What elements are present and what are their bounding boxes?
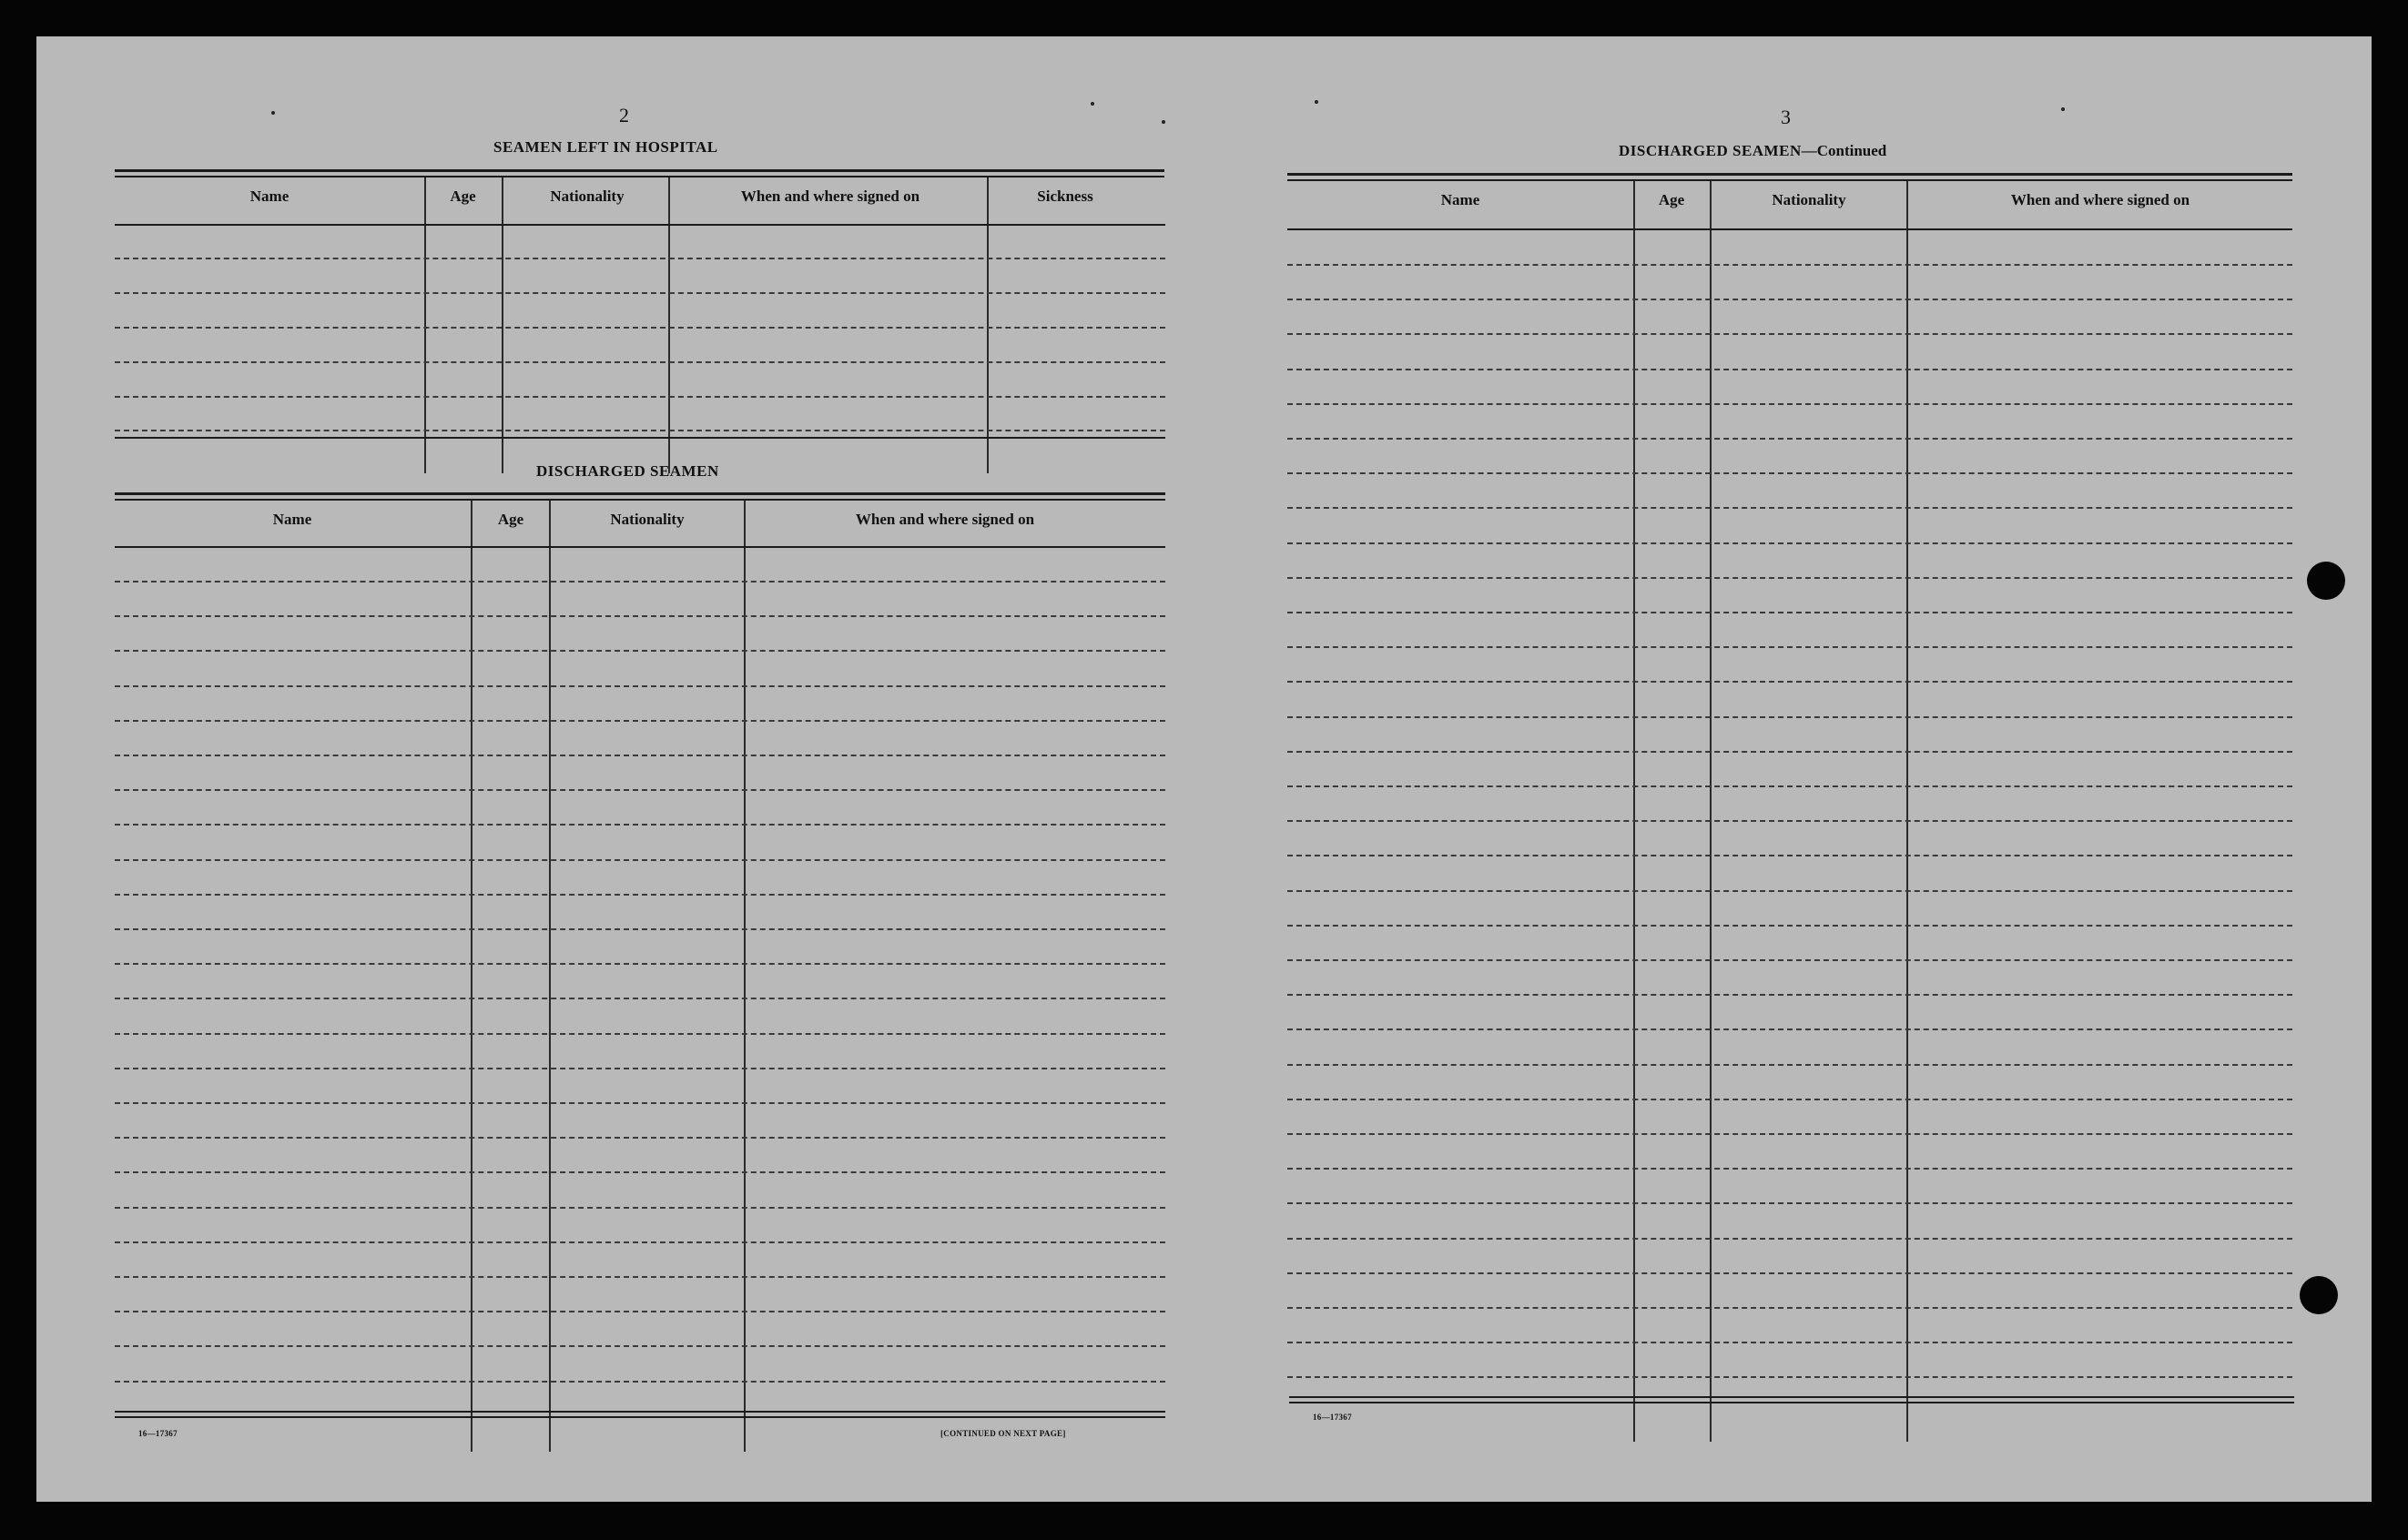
table-row — [1287, 855, 2292, 856]
table-row — [115, 396, 1165, 398]
table-row — [1287, 1099, 2292, 1100]
table-bottom-rule — [1289, 1396, 2294, 1398]
speck — [1091, 102, 1094, 106]
speck — [1162, 120, 1165, 124]
table-row — [1287, 1376, 2292, 1378]
table-row — [115, 894, 1165, 896]
header-underline — [115, 224, 1165, 226]
table-row — [1287, 785, 2292, 787]
discharged-continued-title — [1619, 142, 1886, 160]
table-row — [115, 1345, 1165, 1347]
hospital-section-title: SEAMEN LEFT IN HOSPITAL — [493, 138, 718, 156]
table-row — [1287, 994, 2292, 996]
column-divider — [549, 501, 551, 1452]
column-header-sickness: Sickness — [1037, 187, 1093, 205]
table-row — [1287, 890, 2292, 892]
table-row — [115, 430, 1165, 431]
table-row — [115, 361, 1165, 363]
table-row — [1287, 1202, 2292, 1204]
table-row — [115, 928, 1165, 930]
column-header-age: Age — [450, 187, 476, 205]
header-underline — [115, 546, 1165, 548]
table-top-rule — [115, 499, 1165, 501]
page-number: 3 — [1781, 106, 1791, 128]
table-row — [115, 1033, 1165, 1035]
title-suffix: —Continued — [1801, 142, 1887, 159]
table-row — [115, 327, 1165, 329]
column-header-name: Name — [272, 511, 312, 528]
table-row — [115, 859, 1165, 861]
table-row — [1287, 333, 2292, 335]
title-main: DISCHARGED SEAMEN — [1619, 142, 1802, 159]
page-number: 2 — [619, 104, 629, 127]
discharged-section-title: DISCHARGED SEAMEN — [536, 462, 719, 480]
table-row — [1287, 403, 2292, 405]
table-bottom-rule — [115, 1411, 1165, 1413]
form-number: 16—17367 — [138, 1429, 178, 1438]
table-row — [115, 755, 1165, 756]
table-row — [115, 789, 1165, 791]
table-row — [1287, 299, 2292, 300]
column-header-age: Age — [497, 511, 524, 528]
table-row — [115, 1068, 1165, 1069]
form-number: 16—17367 — [1313, 1413, 1352, 1422]
table-row — [1287, 264, 2292, 266]
table-row — [115, 1241, 1165, 1243]
ledger-sheet — [36, 36, 2372, 1502]
speck — [271, 111, 275, 115]
table-row — [115, 615, 1165, 617]
header-underline — [1287, 228, 2292, 230]
table-row — [115, 1207, 1165, 1209]
column-header-name: Name — [1440, 191, 1480, 208]
table-row — [1287, 646, 2292, 648]
table-row — [1287, 681, 2292, 683]
column-header-nationality: Nationality — [610, 511, 685, 528]
column-header-nationality: Nationality — [550, 187, 625, 205]
table-row — [115, 650, 1165, 652]
table-row — [1287, 1238, 2292, 1240]
table-row — [115, 998, 1165, 999]
column-header-signed-on: When and where signed on — [2010, 191, 2190, 208]
table-row — [1287, 612, 2292, 613]
table-row — [1287, 1307, 2292, 1309]
table-top-rule — [115, 492, 1165, 495]
table-row — [1287, 577, 2292, 579]
table-row — [1287, 751, 2292, 753]
table-row — [115, 292, 1165, 294]
table-row — [1287, 472, 2292, 474]
table-row — [1287, 925, 2292, 927]
table-row — [1287, 1133, 2292, 1135]
table-row — [1287, 820, 2292, 822]
table-row — [115, 720, 1165, 722]
table-row — [1287, 716, 2292, 718]
table-row — [1287, 959, 2292, 961]
table-row — [1287, 1342, 2292, 1343]
table-row — [1287, 438, 2292, 440]
column-header-signed-on: When and where signed on — [855, 511, 1035, 528]
table-row — [1287, 1028, 2292, 1030]
table-top-rule — [115, 176, 1164, 177]
column-divider — [471, 501, 472, 1452]
table-row — [115, 258, 1165, 259]
speck — [1315, 100, 1318, 104]
table-row — [1287, 507, 2292, 509]
table-top-rule — [115, 169, 1164, 172]
table-top-rule — [1287, 173, 2292, 176]
table-row — [115, 963, 1165, 965]
continued-note: [CONTINUED ON NEXT PAGE] — [940, 1429, 1066, 1438]
punch-hole — [2307, 562, 2345, 600]
table-bottom-rule — [115, 1416, 1165, 1418]
speck — [2061, 107, 2065, 111]
punch-hole — [2300, 1276, 2338, 1314]
column-header-name: Name — [249, 187, 290, 205]
table-bottom-rule — [1289, 1402, 2294, 1403]
table-row — [115, 581, 1165, 583]
table-row — [115, 1102, 1165, 1104]
table-bottom-rule — [115, 437, 1165, 439]
table-row — [1287, 542, 2292, 544]
table-row — [115, 685, 1165, 687]
table-top-rule — [1287, 179, 2292, 181]
column-divider — [744, 501, 746, 1452]
column-header-signed-on: When and where signed on — [740, 187, 920, 205]
table-row — [1287, 1272, 2292, 1274]
table-row — [1287, 1064, 2292, 1066]
table-row — [1287, 1168, 2292, 1170]
table-row — [115, 1137, 1165, 1139]
table-row — [115, 1171, 1165, 1173]
table-row — [115, 1311, 1165, 1312]
column-header-nationality: Nationality — [1772, 191, 1846, 208]
table-row — [115, 1276, 1165, 1278]
table-row — [1287, 369, 2292, 370]
column-header-age: Age — [1658, 191, 1685, 208]
table-row — [115, 1381, 1165, 1383]
table-row — [115, 824, 1165, 826]
